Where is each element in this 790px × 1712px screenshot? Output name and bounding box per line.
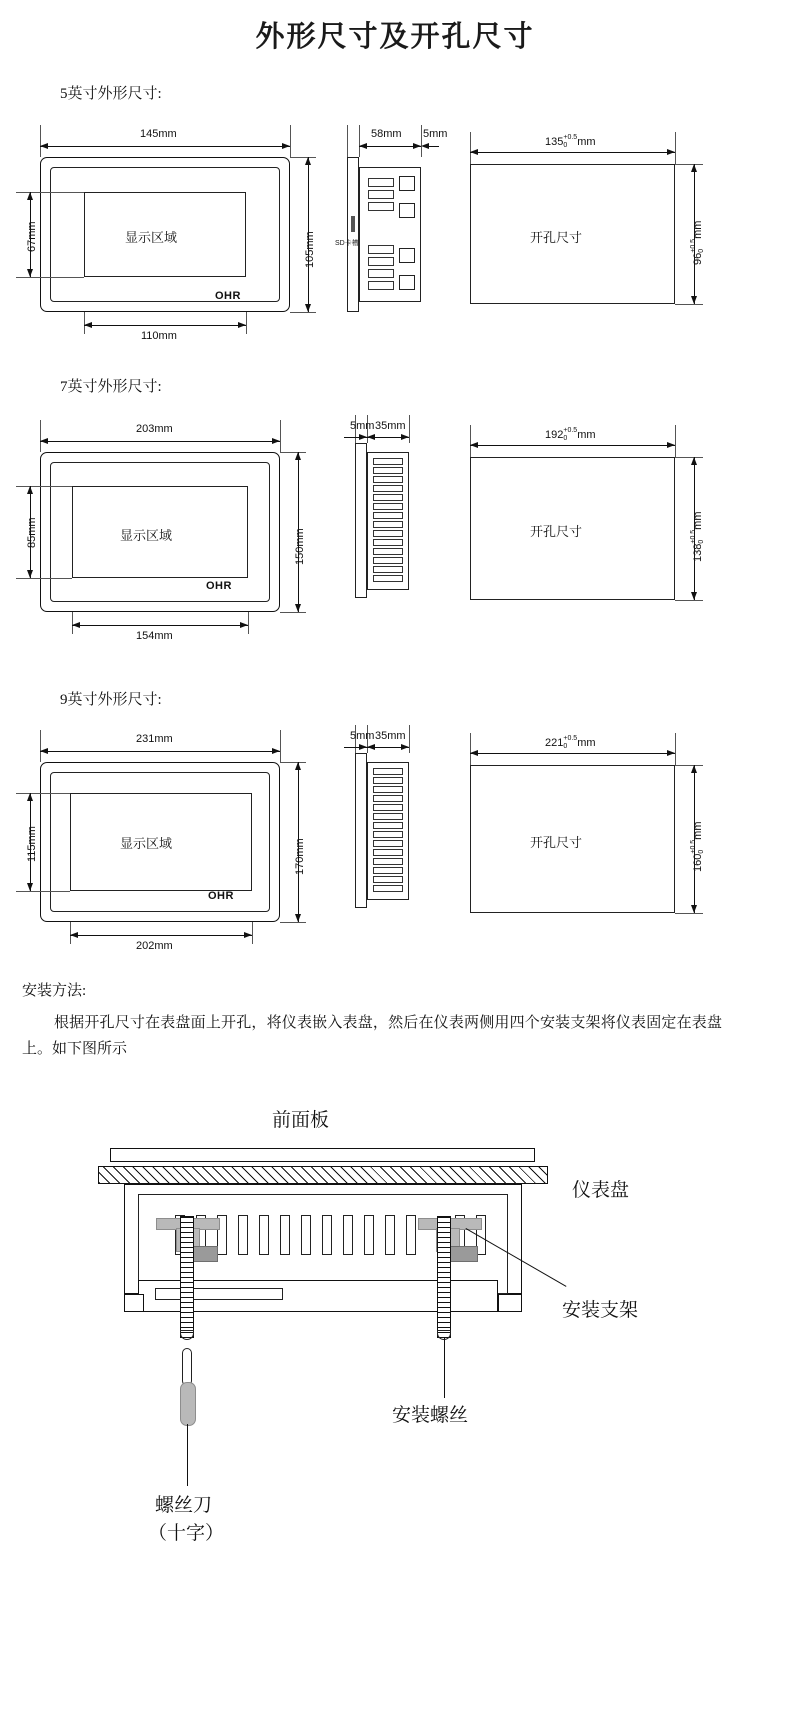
arrow: [238, 322, 246, 328]
cutout-height-tol-top: +0.5: [690, 238, 697, 253]
ext-line: [280, 922, 306, 923]
side-slot: [373, 876, 403, 883]
section-heading-9inch: 9英寸外形尺寸:: [60, 692, 162, 708]
cutout-width-unit: mm: [577, 135, 596, 148]
meter-board-plate: [98, 1166, 548, 1184]
arrow: [295, 452, 301, 460]
front-panel-lip: [110, 1148, 535, 1162]
ext-line: [16, 486, 72, 487]
section-heading-5inch: 5英寸外形尺寸:: [60, 86, 162, 102]
body-fin: [406, 1215, 416, 1255]
arrow: [413, 143, 421, 149]
cutout-height-tol-top: +0.5: [690, 529, 697, 544]
ext-line: [675, 425, 676, 457]
side-slot: [373, 795, 403, 802]
side-slot: [373, 548, 403, 555]
dim-depth-5inch: 58mm: [371, 128, 402, 140]
ext-line: [16, 578, 72, 579]
dim-line-depth-5inch: [359, 146, 421, 147]
arrow: [27, 883, 33, 891]
arrow: [282, 143, 290, 149]
ext-line: [675, 765, 703, 766]
brand-logo-9inch: OHR: [208, 890, 234, 902]
dim-cutout-height-9inch: [690, 821, 706, 872]
dim-cutout-width-5inch: [545, 134, 596, 150]
arrow: [470, 442, 478, 448]
cutout-width-unit: mm: [577, 736, 596, 749]
dim-flange-9inch: 5mm: [350, 730, 375, 742]
ext-line: [421, 125, 422, 157]
cutout-label-9inch: 开孔尺寸: [530, 835, 583, 850]
side-slot: [373, 840, 403, 847]
side-connector: [399, 248, 415, 263]
dim-top-7inch: 203mm: [136, 423, 173, 435]
brand-logo-7inch: OHR: [206, 580, 232, 592]
side-view-flange-9inch: [355, 753, 367, 908]
cutout-height-unit: mm: [691, 821, 704, 840]
arrow: [272, 748, 280, 754]
mount-screw-left-tip: [180, 1330, 194, 1340]
dim-line-top-5inch: [40, 146, 290, 147]
instrument-base-notch: [155, 1288, 283, 1300]
sd-slot-label-5inch: SD卡槽: [335, 240, 359, 247]
arrow: [691, 164, 697, 172]
arrow: [359, 434, 367, 440]
label-mount-bracket: 安装支架: [562, 1300, 639, 1321]
cutout-height-tol-bottom: 0: [698, 849, 705, 854]
ext-line: [16, 891, 70, 892]
side-slot: [368, 202, 394, 211]
cutout-label-5inch: 开孔尺寸: [530, 230, 583, 245]
mount-bracket-right-block: [450, 1246, 478, 1262]
dim-left-9inch: 115mm: [26, 826, 38, 862]
side-slot: [368, 281, 394, 290]
dim-bottom-5inch: 110mm: [141, 330, 177, 342]
side-slot: [373, 494, 403, 501]
cutout-height-unit: mm: [691, 511, 704, 530]
cutout-width-tol-top: +0.5: [563, 134, 578, 141]
ext-line: [280, 420, 281, 452]
arrow: [244, 932, 252, 938]
arrow: [295, 914, 301, 922]
side-slot: [373, 530, 403, 537]
side-slot: [373, 786, 403, 793]
install-heading: 安装方法:: [22, 983, 87, 999]
arrow: [27, 192, 33, 200]
ext-line: [675, 132, 676, 164]
dim-line-cutout-w-7inch: [470, 445, 675, 446]
body-fin: [385, 1215, 395, 1255]
ext-line: [409, 415, 410, 443]
side-slot: [368, 190, 394, 199]
ext-line: [280, 730, 281, 762]
cutout-width-tol-bottom: 0: [563, 142, 568, 149]
arrow: [272, 438, 280, 444]
dim-line-bottom-7inch: [72, 625, 248, 626]
side-slot: [368, 269, 394, 278]
arrow: [691, 905, 697, 913]
arrow: [667, 149, 675, 155]
side-view-flange-7inch: [355, 443, 367, 598]
dim-top-9inch: 231mm: [136, 733, 173, 745]
arrow: [667, 442, 675, 448]
arrow: [27, 793, 33, 801]
arrow: [421, 143, 429, 149]
cutout-height-value: 138: [691, 543, 704, 562]
dim-left-7inch: 85mm: [26, 517, 38, 548]
arrow: [40, 438, 48, 444]
arrow: [401, 434, 409, 440]
cutout-width-tol-top: +0.5: [563, 427, 578, 434]
cutout-label-7inch: 开孔尺寸: [530, 524, 583, 539]
side-slot: [368, 245, 394, 254]
cutout-width-unit: mm: [577, 428, 596, 441]
cutout-width-value: 135: [545, 135, 564, 148]
cutout-height-unit: mm: [691, 220, 704, 239]
cutout-height-tol-bottom: 0: [698, 539, 705, 544]
cutout-height-value: 160: [691, 853, 704, 872]
ext-line: [16, 793, 70, 794]
side-slot: [373, 804, 403, 811]
side-slot: [373, 768, 403, 775]
dim-flange-7inch: 5mm: [350, 420, 375, 432]
dim-flange-5inch: 5mm: [423, 128, 448, 140]
dim-bottom-9inch: 202mm: [136, 940, 173, 952]
dim-right-9inch: 170mm: [294, 838, 306, 875]
side-slot: [373, 566, 403, 573]
instrument-left-foot: [124, 1294, 144, 1312]
arrow: [305, 304, 311, 312]
side-slot: [373, 777, 403, 784]
side-slot: [373, 822, 403, 829]
side-slot: [368, 257, 394, 266]
arrow: [367, 434, 375, 440]
ext-line: [280, 452, 306, 453]
body-fin: [322, 1215, 332, 1255]
side-slot: [373, 476, 403, 483]
side-slot: [373, 867, 403, 874]
dim-line-top-9inch: [40, 751, 280, 752]
instrument-right-foot: [498, 1294, 522, 1312]
dim-right-7inch: 150mm: [294, 528, 306, 565]
ext-line: [290, 157, 316, 158]
dim-cutout-width-7inch: [545, 427, 596, 443]
body-fin: [238, 1215, 248, 1255]
arrow: [72, 622, 80, 628]
arrow: [40, 143, 48, 149]
cutout-width-value: 221: [545, 736, 564, 749]
arrow: [40, 748, 48, 754]
ext-line: [248, 612, 249, 634]
ext-line: [347, 125, 348, 157]
cutout-height-tol-top: +0.5: [690, 839, 697, 854]
arrow: [667, 750, 675, 756]
dim-line-top-7inch: [40, 441, 280, 442]
side-slot: [373, 485, 403, 492]
display-area-label-9inch: 显示区域: [120, 836, 173, 851]
label-screwdriver-line1: 螺丝刀: [155, 1495, 213, 1516]
dim-bottom-7inch: 154mm: [136, 630, 173, 642]
dim-cutout-height-7inch: [690, 511, 706, 562]
arrow: [401, 744, 409, 750]
side-connector: [399, 275, 415, 290]
arrow: [691, 592, 697, 600]
dim-left-5inch: 67mm: [26, 221, 38, 252]
dim-line-cutout-w-5inch: [470, 152, 675, 153]
ext-line: [246, 312, 247, 334]
side-connector: [399, 203, 415, 218]
arrow: [359, 744, 367, 750]
side-slot: [373, 831, 403, 838]
arrow: [470, 750, 478, 756]
dim-cutout-height-5inch: [690, 221, 706, 265]
dim-line-cutout-w-9inch: [470, 753, 675, 754]
screwdriver-handle: [180, 1382, 196, 1426]
arrow: [70, 932, 78, 938]
side-slot: [373, 575, 403, 582]
side-slot: [373, 512, 403, 519]
leader-line-screwdriver: [187, 1424, 188, 1486]
ext-line: [290, 125, 291, 157]
arrow: [84, 322, 92, 328]
side-slot: [368, 178, 394, 187]
cutout-width-value: 192: [545, 428, 564, 441]
display-area-label-7inch: 显示区域: [120, 528, 173, 543]
side-view-flange-5inch: [347, 157, 359, 312]
ext-line: [675, 913, 703, 914]
arrow: [359, 143, 367, 149]
side-slot: [373, 813, 403, 820]
ext-line: [252, 922, 253, 944]
ext-line: [280, 612, 306, 613]
ext-line: [409, 725, 410, 753]
screwdriver-shaft: [182, 1348, 192, 1386]
ext-line: [675, 304, 703, 305]
side-slot: [373, 557, 403, 564]
side-slot: [373, 521, 403, 528]
display-area-label-5inch: 显示区域: [125, 230, 178, 245]
side-slot: [373, 458, 403, 465]
arrow: [691, 457, 697, 465]
ext-line: [16, 277, 84, 278]
arrow: [295, 762, 301, 770]
side-slot: [373, 503, 403, 510]
body-fin: [364, 1215, 374, 1255]
mount-screw-right: [437, 1216, 451, 1338]
ext-line: [675, 600, 703, 601]
cutout-width-tol-bottom: 0: [563, 435, 568, 442]
dim-line-bottom-9inch: [70, 935, 252, 936]
arrow: [27, 570, 33, 578]
ext-line: [40, 420, 41, 452]
arrow: [27, 269, 33, 277]
leader-line-screw: [444, 1338, 445, 1398]
side-slot: [373, 849, 403, 856]
page-title: 外形尺寸及开孔尺寸: [255, 21, 535, 53]
side-slot: [373, 467, 403, 474]
ext-line: [290, 312, 316, 313]
body-fin: [259, 1215, 269, 1255]
cutout-width-tol-top: +0.5: [563, 735, 578, 742]
arrow: [305, 157, 311, 165]
body-fin: [280, 1215, 290, 1255]
arrow: [240, 622, 248, 628]
body-fin: [343, 1215, 353, 1255]
ext-line: [280, 762, 306, 763]
dim-right-5inch: 105mm: [304, 231, 316, 268]
dim-depth-7inch: 35mm: [375, 420, 406, 432]
cutout-width-tol-bottom: 0: [563, 743, 568, 750]
arrow: [295, 604, 301, 612]
mount-bracket-left-block: [190, 1246, 218, 1262]
side-slot: [373, 858, 403, 865]
label-front-panel: 前面板: [272, 1110, 330, 1131]
body-fin: [301, 1215, 311, 1255]
ext-line: [675, 457, 703, 458]
side-slot: [373, 539, 403, 546]
dim-cutout-width-9inch: [545, 735, 596, 751]
side-slot: [373, 885, 403, 892]
cutout-height-tol-bottom: 0: [698, 248, 705, 253]
dim-top-5inch: 145mm: [140, 128, 177, 140]
sd-slot-mark: [351, 216, 355, 232]
arrow: [470, 149, 478, 155]
ext-line: [359, 125, 360, 157]
side-connector: [399, 176, 415, 191]
ext-line: [40, 125, 41, 157]
ext-line: [675, 164, 703, 165]
mount-screw-left: [180, 1216, 194, 1338]
label-meter-board: 仪表盘: [572, 1180, 630, 1201]
arrow: [691, 765, 697, 773]
install-paragraph: 根据开孔尺寸在表盘面上开孔，将仪表嵌入表盘，然后在仪表两侧用四个安装支架将仪表固定在表盘上。如下图所示: [22, 1015, 722, 1057]
section-heading-7inch: 7英寸外形尺寸:: [60, 379, 162, 395]
label-screwdriver-line2: （十字）: [148, 1523, 225, 1544]
arrow: [27, 486, 33, 494]
arrow: [367, 744, 375, 750]
dim-depth-9inch: 35mm: [375, 730, 406, 742]
label-mount-screw: 安装螺丝: [392, 1405, 469, 1426]
ext-line: [675, 733, 676, 765]
brand-logo-5inch: OHR: [215, 290, 241, 302]
dim-line-bottom-5inch: [84, 325, 246, 326]
cutout-height-value: 96: [691, 252, 704, 265]
ext-line: [40, 730, 41, 762]
arrow: [691, 296, 697, 304]
